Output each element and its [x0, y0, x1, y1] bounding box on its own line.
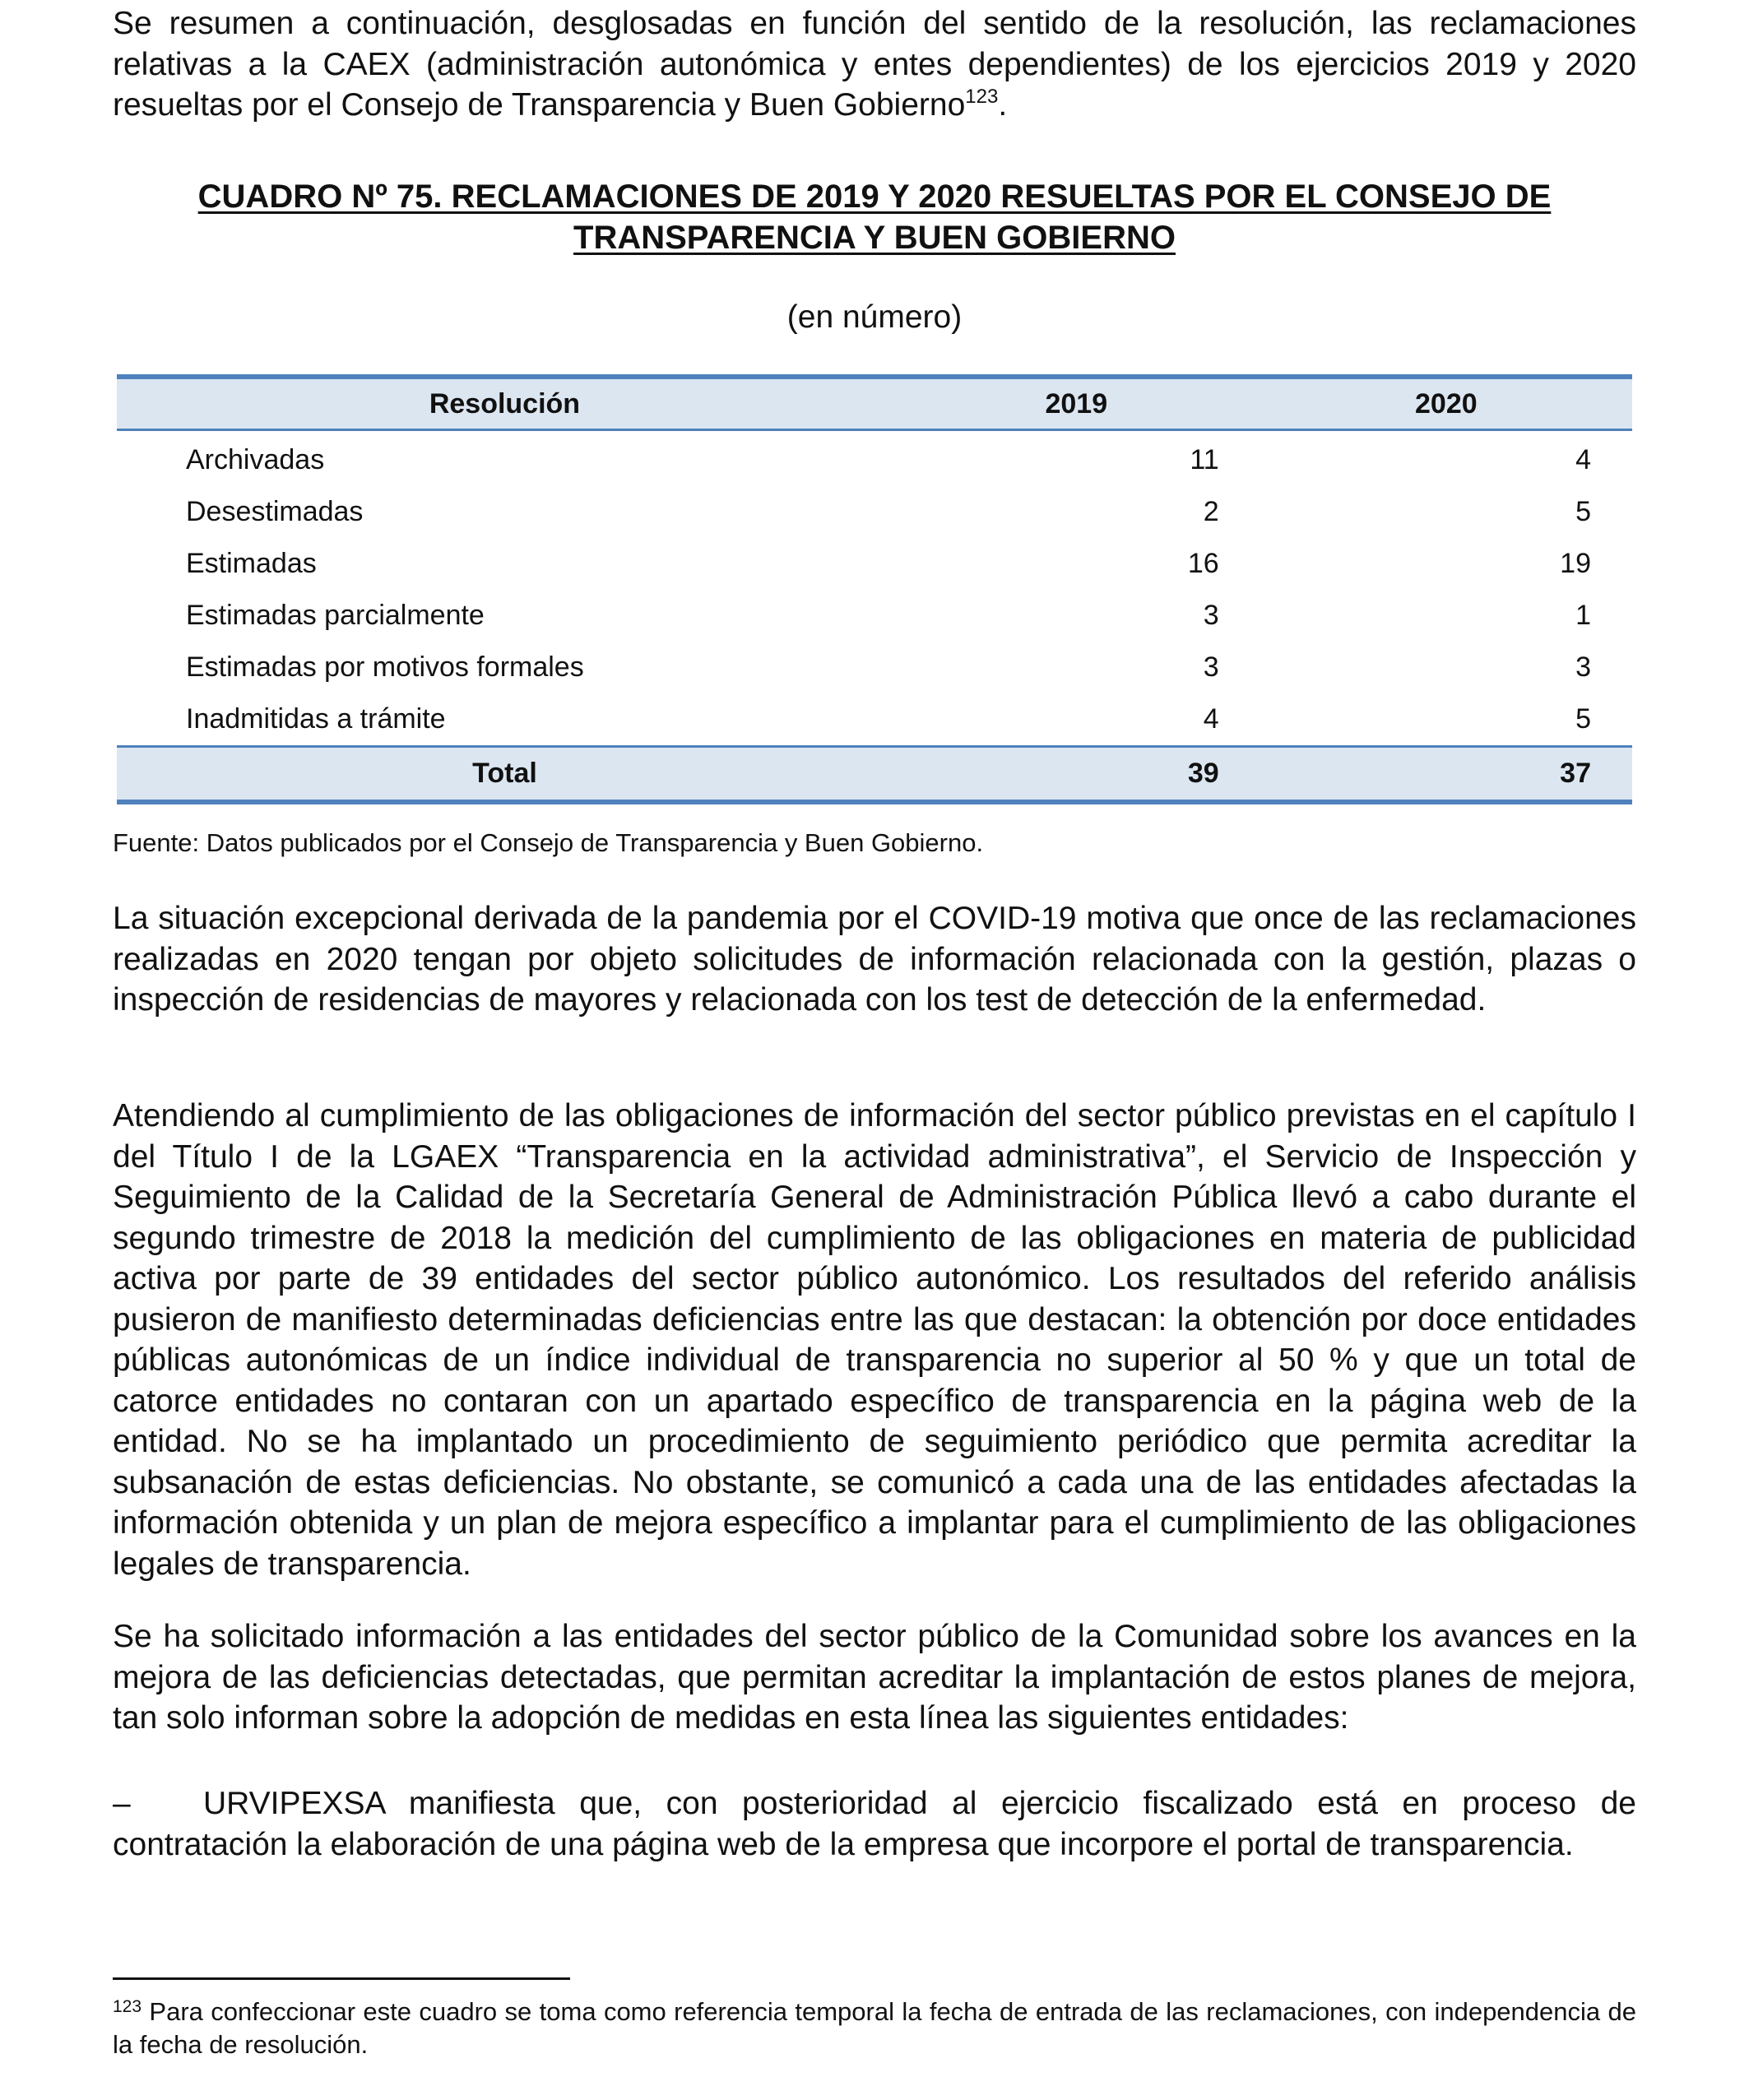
table-row — [117, 430, 1632, 487]
claims-table-wrapper — [117, 374, 1632, 804]
table-source: Fuente: Datos publicados por el Consejo de Transparencia y Buen Gobierno. — [113, 828, 984, 857]
footnote-ref[interactable]: 123 — [965, 86, 999, 108]
paragraph-covid: La situación excepcional derivada de la pandemia por el COVID-19 motiva que once de las reclamaciones realizadas en 2020 tengan por objeto solicitudes de información relacionada con la gestión, plazas o inspección de residencias de mayores y relacionada con los test de detección de la enfermedad. — [113, 901, 1636, 1018]
dash-bullet-icon: – — [113, 1786, 131, 1821]
paragraph-information-request: Se ha solicitado información a las entidades del sector público de la Comunidad sobre los avances en la mejora de las deficiencias detectadas, que permitan acreditar la implantación de estos planes de mejora, tan solo informan sobre la adopción de medidas en esta línea las siguientes entidades: — [113, 1619, 1636, 1736]
table-header-row — [117, 377, 1632, 430]
table-row — [117, 642, 1632, 693]
row-label: Archivadas — [186, 444, 325, 475]
row-value-2019: 16 — [1187, 548, 1219, 579]
row-value-2020: 4 — [1575, 444, 1591, 475]
paragraph-transparency-measurement: Atendiendo al cumplimiento de las obligaciones de información del sector público previstas en el capítulo I del Título I de la LGAEX “Transparencia en la actividad administrativa”, el Servicio de Inspección y Seguimiento de la Calidad de la Secretaría General de Administración Pública llevó a cabo durante el segundo trimestre de 2018 la medición del cumplimiento de las obligaciones en materia de publicidad activa por parte de 39 entidades del sector público autonómico. Los resultados del referido análisis pusieron de manifiesto determinadas deficiencias entre las que destacan: la obtención por doce entidades públicas autonómicas de un índice individual de transparencia no superior al 50 % y que un total de catorce entidades no contaran con un apartado específico de transparencia en la página web de la entidad. No se ha implantado un procedimiento de seguimiento periódico que permita acreditar la subsanación de estas deficiencias. No obstante, se comunicó a cada una de las entidades afectadas la información obtenida y un plan de mejora específico a implantar para el cumplimiento de las obligaciones legales de transparencia. — [113, 1098, 1636, 1582]
intro-text: Se resumen a continuación, desglosadas en función del sentido de la resolución, las reclamaciones relativas a la CAEX (administración autonómica y entes dependientes) de los ejercicios 2019 y 2020 resueltas por el Consejo de Transparencia y Buen Gobierno — [113, 6, 1636, 123]
footnote-text: Para confeccionar este cuadro se toma como referencia temporal la fecha de entrada de las reclamaciones, con independencia de la fecha de resolución. — [113, 1997, 1636, 2059]
header-2019: 2019 — [893, 377, 1260, 430]
table-row — [117, 486, 1632, 538]
row-value-2020: 5 — [1575, 496, 1591, 527]
row-value-2020: 3 — [1575, 651, 1591, 683]
row-value-2019: 3 — [1203, 600, 1219, 631]
bullet-item — [113, 1783, 1636, 1865]
row-label: Desestimadas — [186, 496, 364, 527]
row-value-2019: 3 — [1203, 651, 1219, 683]
row-value-2020: 5 — [1575, 703, 1591, 735]
row-value-2019: 4 — [1203, 703, 1219, 735]
table-title — [113, 176, 1636, 258]
table-row — [117, 693, 1632, 747]
claims-table — [117, 374, 1632, 804]
row-value-2020: 1 — [1575, 600, 1591, 631]
row-value-2019: 2 — [1203, 496, 1219, 527]
table-title-line1: CUADRO Nº 75. RECLAMACIONES DE 2019 Y 2020 RESUELTAS POR EL CONSEJO DE — [197, 178, 1552, 215]
intro-paragraph — [113, 3, 1636, 126]
total-2020: 37 — [1260, 747, 1632, 803]
intro-end: . — [998, 87, 1008, 123]
row-label: Estimadas — [186, 548, 317, 579]
bullet-text: URVIPEXSA manifiesta que, con posterioridad al ejercicio fiscalizado está en proceso de contratación la elaboración de una página web de la empresa que incorpore el portal de transparencia. — [113, 1786, 1636, 1862]
row-label: Inadmitidas a trámite — [186, 703, 446, 735]
footnote — [113, 1996, 1636, 2061]
table-unit: (en número) — [786, 299, 963, 335]
row-value-2020: 19 — [1560, 548, 1591, 579]
footnote-number: 123 — [113, 1997, 142, 2016]
table-row — [117, 590, 1632, 642]
table-title-line2: TRANSPARENCIA Y BUEN GOBIERNO — [573, 220, 1176, 256]
header-resolution: Resolución — [117, 377, 893, 430]
table-total-row — [117, 747, 1632, 803]
row-label: Estimadas por motivos formales — [186, 651, 584, 683]
total-2019: 39 — [893, 747, 1260, 803]
total-label: Total — [117, 747, 893, 803]
row-value-2019: 11 — [1190, 444, 1219, 475]
footnote-divider — [113, 1977, 570, 1980]
row-label: Estimadas parcialmente — [186, 600, 485, 631]
header-2020: 2020 — [1260, 377, 1632, 430]
table-row — [117, 538, 1632, 590]
